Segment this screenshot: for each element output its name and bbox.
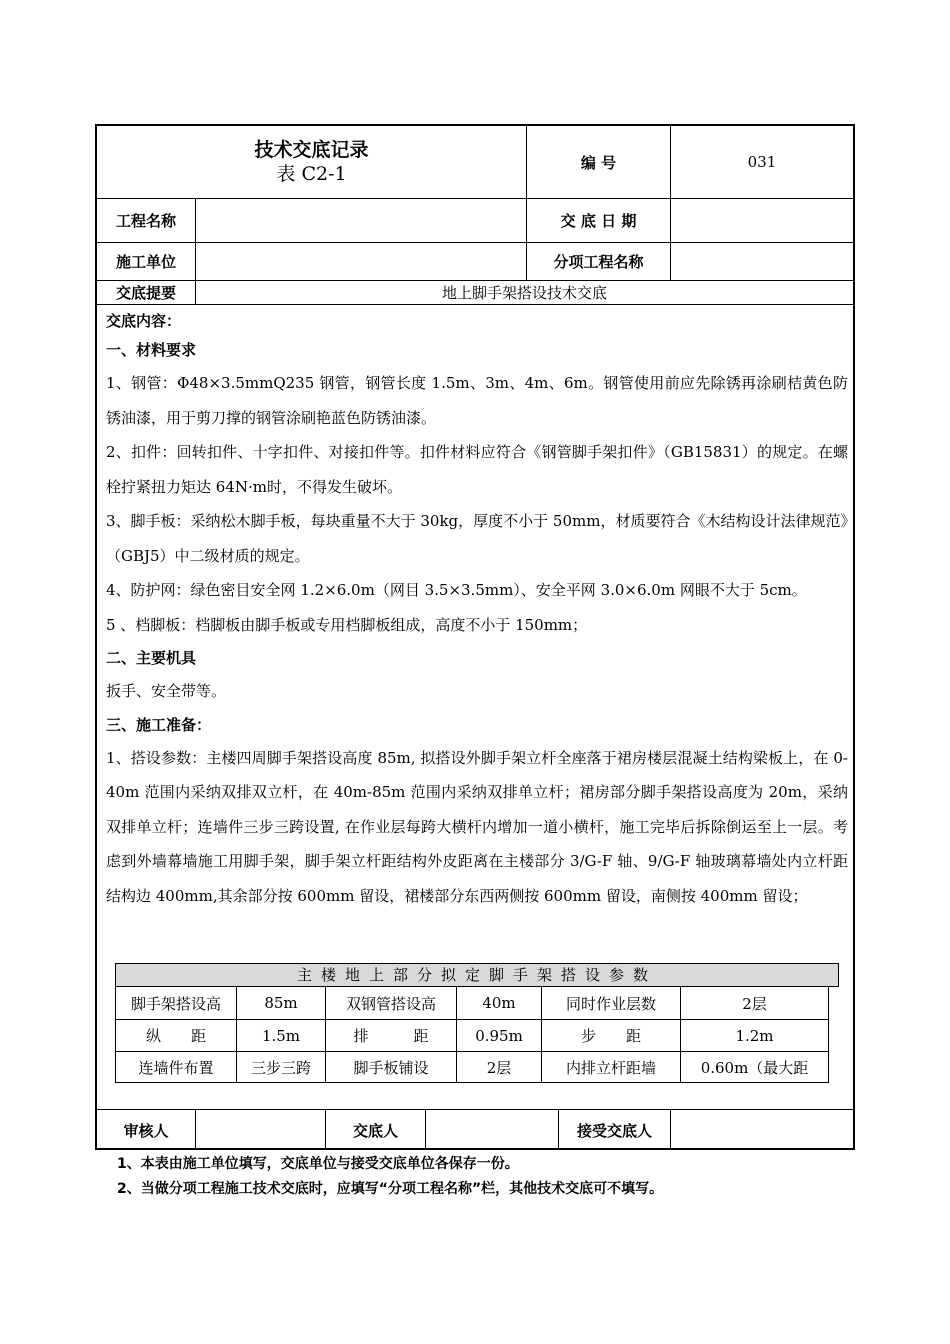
receiver-label: 接受交底人 [576,1121,652,1140]
material-couplers: 2、扣件：回转扣件、十字扣件、对接扣件等。扣件材料应符合《钢管脚手架扣件》（GB15831）的规定。在螺栓拧紧扭力矩达 64N·m时，不得发生破坏。 [106,443,848,496]
param-cell: 同时作业层数 [565,994,656,1013]
reviewer-field[interactable] [196,1110,325,1150]
param-cell: 0.60m（最大距 [700,1058,809,1077]
date-field[interactable] [671,199,853,242]
unit-label: 施工单位 [115,253,176,271]
param-cell: 三步三跨 [250,1058,311,1077]
number-label: 编 号 [580,153,617,172]
param-cell: 85m [264,994,298,1012]
tools-list: 扳手、安全带等。 [106,682,227,700]
parameter-table [115,963,839,1077]
project-name-label: 工程名称 [115,212,176,230]
param-cell: 连墙件布置 [138,1058,214,1077]
summary-label: 交底提要 [115,284,176,302]
section-materials-title: 一、材料要求 [106,341,197,359]
param-cell: 脚手板铺设 [353,1058,429,1077]
project-name-field[interactable] [196,199,526,242]
unit-field[interactable] [196,243,526,280]
material-safety-net: 4、防护网：绿色密目安全网 1.2×6.0m（网目 3.5×3.5mm）、安全平网 3.0×6.0m 网眼不大于 5cm。 [106,581,807,599]
grid-line [115,1082,829,1083]
grid-line [828,987,829,1083]
param-cell: 内排立杆距墙 [565,1058,656,1077]
parameter-grid [115,987,829,1083]
param-cell: 排 距 [353,1027,429,1045]
reviewer-label: 审核人 [123,1121,169,1140]
form-title [97,126,526,198]
param-cell: 2层 [742,994,767,1013]
row-divider [97,304,853,305]
content-heading: 交底内容： [106,312,182,330]
form-code: 表 C2-1 [276,163,347,185]
form-title-main: 技术交底记录 [254,139,369,161]
footnote-1: 1、本表由施工单位填写，交底单位与接受交底单位各保存一份。 [117,1156,519,1172]
param-cell: 1.5m [261,1026,301,1045]
discloser-label: 交底人 [352,1121,398,1140]
material-steel-pipe: 1、钢管：Φ48×3.5mmQ235 钢管，钢管长度 1.5m、3m、4m、6m。钢管使用前应先除锈再涂刷桔黄色防锈油漆，用于剪刀撑的钢管涂刷艳蓝色防锈油漆。 [106,374,848,427]
param-cell: 纵 距 [145,1027,206,1045]
param-cell: 脚手架搭设高 [130,994,221,1013]
parameter-table-caption: 主楼地上部分拟定脚手架搭设参数 [115,963,839,987]
disclosure-content [106,308,848,913]
param-cell: 0.95m [475,1026,523,1045]
param-cell: 双钢管搭设高 [345,994,436,1013]
material-scaffold-board: 3、脚手板：采纳松木脚手板，每块重量不大于 30kg，厚度不小于 50mm，材质要符合《木结构设计法律规范》（GBJ5）中二级材质的规定。 [106,512,848,565]
receiver-field[interactable] [671,1110,853,1150]
footnote-2: 2、当做分项工程施工技术交底时，应填写“分项工程名称”栏，其他技术交底可不填写。 [117,1181,664,1197]
section-tools-title: 二、主要机具 [106,649,197,667]
sub-project-field[interactable] [671,243,853,280]
summary-value: 地上脚手架搭设技术交底 [441,284,607,302]
param-cell: 步 距 [580,1027,641,1045]
disclosure-form [95,124,855,1150]
param-cell: 40m [482,994,516,1012]
footnotes [117,1152,663,1202]
sub-project-label: 分项工程名称 [553,253,644,271]
param-cell: 2层 [486,1058,512,1077]
number-value: 031 [747,153,777,171]
preparation-parameters: 1、搭设参数：主楼四周脚手架搭设高度 85m, 拟搭设外脚手架立杆全座落于裙房楼层混凝土结构梁板上，在 0-40m 范围内采纳双排双立杆，在 40m-85m 范围内采纳双排单立杆；裙房部分脚手架搭设高度为 20m，采纳双排单立杆；连墙件三步三跨设置, 在作业层每跨大横杆内增加一道小横杆，施工完毕后拆除倒运至上一层。考虑到外墙幕墙施工用脚手架，脚手架立杆距结构外皮距离在主楼部分 3/G-F 轴、9/G-F 轴玻璃幕墙处内立杆距结构边 400mm,其余部分按 600mm 留设，裙楼部分东西两侧按 600mm 留设，南侧按 400mm 留设； [106,748,848,905]
param-cell: 1.2m [735,1026,774,1045]
discloser-field[interactable] [426,1110,558,1150]
date-label: 交 底 日 期 [560,212,637,230]
material-toe-board: 5 、档脚板：档脚板由脚手板或专用档脚板组成，高度不小于 150mm； [106,615,588,634]
section-preparation-title: 三、施工准备： [106,715,212,734]
